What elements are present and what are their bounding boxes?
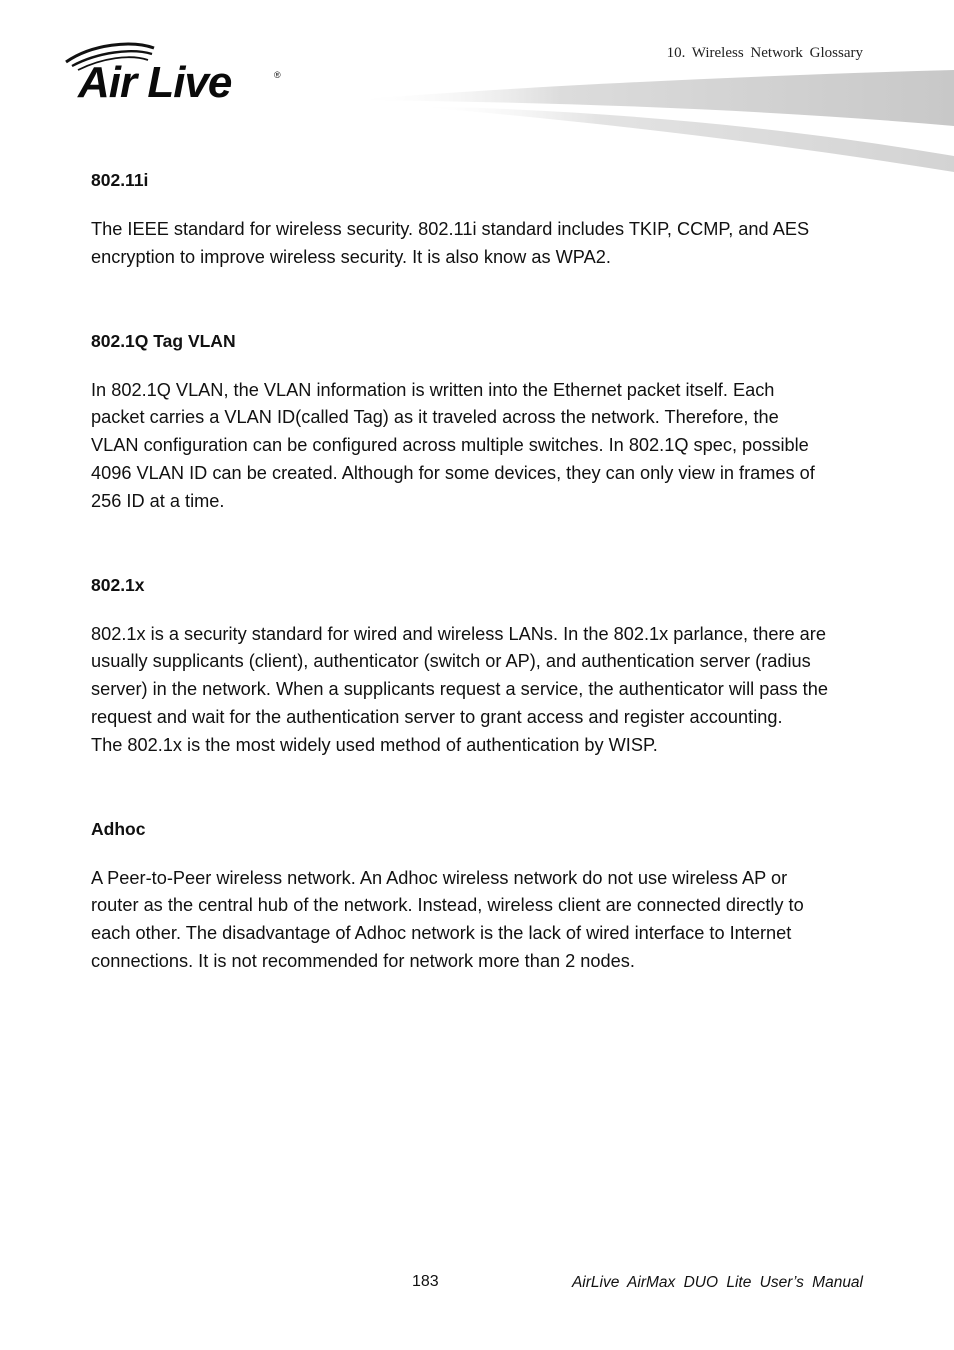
- glossary-content: [91, 166, 871, 976]
- glossary-term: 802.1x: [91, 574, 145, 595]
- glossary-term: Adhoc: [91, 818, 146, 839]
- glossary-entry: [91, 327, 871, 516]
- glossary-definition: A Peer-to-Peer wireless network. An Adhoc wireless network do not use wireless AP or router as the central hub of the network. Instead, wireless client are connected directly to each other. The disadvantage of Adhoc network is the lack of wired interface to Internet connections. It is not recommended for network more than 2 nodes.: [91, 867, 804, 971]
- manual-title: AirLive AirMax DUO Lite User’s Manual: [571, 1274, 863, 1291]
- glossary-entry: [91, 571, 871, 760]
- glossary-definition: 802.1x is a security standard for wired and wireless LANs. In the 802.1x parlance, there are usually supplicants (client), authenticator (switch or AP), and authentication server (radius server) in the network. When a supplicants request a service, the authenticator will pass the request and wait for the authentication server to grant access and register accounting. The 802.1x is the most widely used method of authentication by WISP.: [91, 623, 828, 755]
- glossary-entry: [91, 166, 871, 272]
- registered-mark: ®: [274, 70, 281, 80]
- glossary-definition: In 802.1Q VLAN, the VLAN information is written into the Ethernet packet itself. Each packet carries a VLAN ID(called Tag) as it traveled across the network. Therefore, the VLAN configuration can be configured across multiple switches. In 802.1Q spec, possible 4096 VLAN ID can be created. Although for some devices, they can only view in frames of 256 ID at a time.: [91, 379, 815, 511]
- chapter-title: 10. Wireless Network Glossary: [666, 45, 863, 61]
- page-number: 183: [412, 1273, 439, 1290]
- glossary-term: 802.1Q Tag VLAN: [91, 330, 236, 351]
- glossary-term: 802.11i: [91, 170, 149, 190]
- glossary-entry: [91, 815, 871, 976]
- glossary-definition: The IEEE standard for wireless security. 802.11i standard includes TKIP, CCMP, and AES encryption to improve wireless security. It is also know as WPA2.: [91, 219, 810, 267]
- airlive-logo: Air Live: [78, 58, 232, 107]
